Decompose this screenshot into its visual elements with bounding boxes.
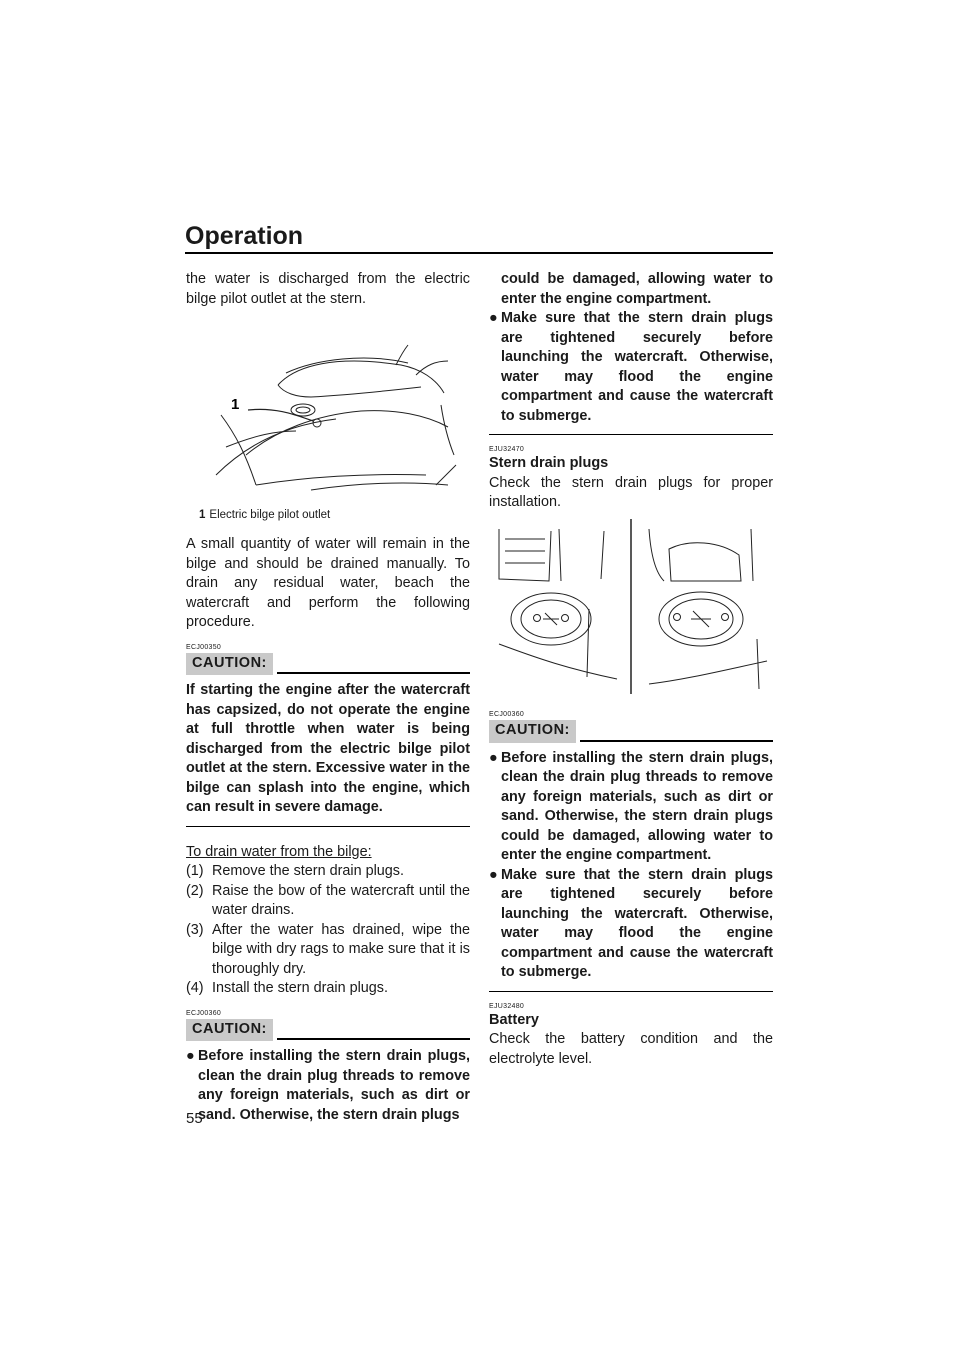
procedure-step: (1) Remove the stern drain plugs. [186,863,404,879]
section-title-battery: Battery [489,1011,539,1028]
caution-header-1 [186,653,470,676]
section-code-2: EJU32480 [489,1002,525,1010]
section-code-1: EJU32470 [489,446,525,453]
caution-bullet: ● Make sure that the stern drain plugs are tightened securely before launching the watercraft. Otherwise, water may flood the engine compartment and cause the watercraft to submerge. [489,309,773,426]
caution-rule [277,1038,470,1040]
section-text-battery: Check the battery condition and the electrolyte level. [489,1031,773,1067]
caption-number: 1 [199,508,206,521]
page-title: Operation [185,222,304,250]
caution-rule [277,672,470,674]
procedure-heading: To drain water from the bilge: [186,843,372,860]
caution-end-rule [186,826,470,827]
right-column [489,270,773,1069]
caution-code-3: ECJ00360 [489,711,525,718]
procedure-step: (2) Raise the bow of the watercraft until the water drains. [186,882,470,918]
procedure-step: (3) After the water has drained, wipe the bilge with dry rags to make sure that it is thoroughly dry. [186,921,470,977]
procedure-step: (4) Install the stern drain plugs. [186,980,388,996]
caution-bullet: ● Before installing the stern drain plugs, clean the drain plug threads to remove any foreign materials, such as dirt or sand. Otherwise, the stern drain plugs could be damaged, allowing water to enter the engine compartment. [489,749,773,866]
caution-body-1: If starting the engine after the watercraft has capsized, do not operate the engine at full throttle when water is being discharged from the electric bilge pilot outlet at the stern. Excessive water in the bilge can splash into the engine, which can result in severe damage. [186,682,470,815]
caution-code-1: ECJ00350 [186,643,222,651]
caution-end-rule [489,434,773,435]
drain-paragraph: A small quantity of water will remain in the bilge and should be drained manually. To drain any residual water, beach the watercraft and perform the following procedure. [186,536,470,630]
caution-rule [580,740,773,742]
caution-bullet: ● Make sure that the stern drain plugs are tightened securely before launching the watercraft. Otherwise, water may flood the engine compartment and cause the watercraft to submerge. [489,866,773,983]
drain-plugs-illustration [489,519,773,694]
bilge-outlet-illustration [186,315,470,495]
caution-label: CAUTION: [489,720,576,743]
caution-bullet: ● Before installing the stern drain plugs, clean the drain plug threads to remove any foreign materials, such as dirt or sand. Otherwise, the stern drain plugs [186,1047,470,1125]
caution-label: CAUTION: [186,1019,273,1042]
header-rule [185,252,773,254]
caption-text: Electric bilge pilot outlet [209,508,331,521]
bullet-dot-icon: ● [489,866,498,883]
figure-caption [199,506,470,526]
drain-plugs-figure [489,519,773,701]
caution-label: CAUTION: [186,653,273,676]
bullet-dot-icon: ● [489,310,498,326]
caution-header-3 [489,720,773,743]
bullet-dot-icon: ● [489,749,498,766]
bilge-outlet-figure [186,315,470,525]
section-title-stern-drain-plugs: Stern drain plugs [489,455,609,471]
caution-code-2: ECJ00360 [186,1009,222,1017]
caution-end-rule [489,991,773,992]
caution-bullet-continued: could be damaged, allowing water to enter the engine compartment. [501,271,773,307]
left-column [186,270,470,1125]
bullet-dot-icon: ● [186,1048,195,1064]
intro-paragraph: the water is discharged from the electric bilge pilot outlet at the stern. [186,271,470,307]
section-text-stern-drain-plugs: Check the stern drain plugs for proper installation. [489,474,773,510]
page-number: 55 [186,1110,203,1127]
callout-1: 1 [231,396,240,413]
caution-header-2 [186,1019,470,1042]
